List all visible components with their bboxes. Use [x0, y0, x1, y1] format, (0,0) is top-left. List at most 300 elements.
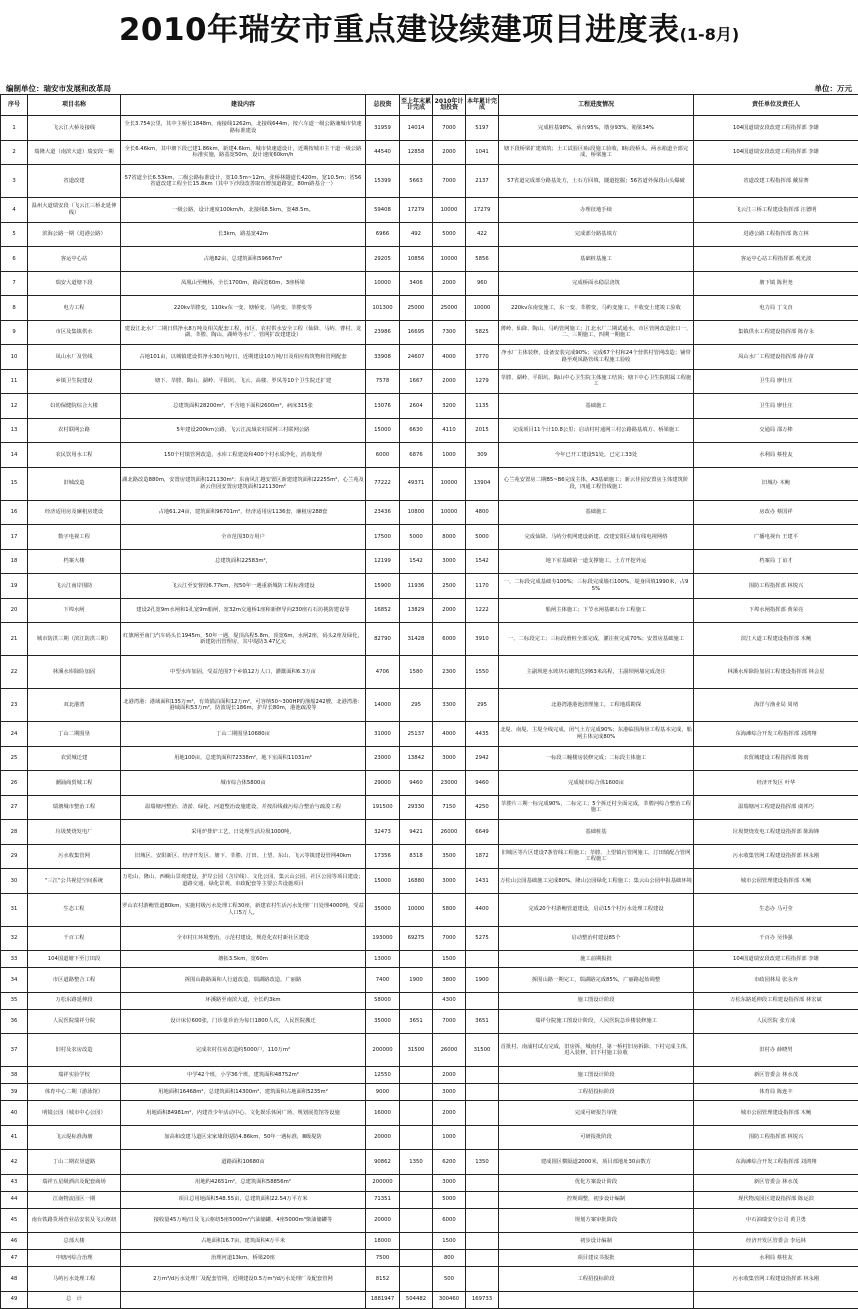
ytd-completed: 5856	[466, 247, 499, 272]
total-investment: 31959	[366, 116, 400, 141]
prior-completed: 1350	[400, 1150, 433, 1175]
construction-content: 中型水库加固，受益范围7个乡镇12万人口，灌溉面积6.3万亩	[121, 656, 366, 689]
progress-status: 首批村、南浦村试点完成，旧房拆，城南村、第一桥村旧房拆除、下村完成主体，进入装修，旧下村施工验收	[499, 1034, 694, 1067]
responsible-party: 凤山水厂工程建设指挥部 薛存苗	[694, 345, 858, 370]
total-investment: 20000	[366, 1125, 400, 1150]
total-investment: 15000	[366, 869, 400, 894]
total-investment: 9000	[366, 1084, 400, 1101]
table-row	[1, 467, 858, 500]
header-ytd-completed: 本年累计完成	[466, 95, 499, 116]
total-investment: 33908	[366, 345, 400, 370]
table-row	[1, 1009, 858, 1034]
row-index: 14	[1, 443, 28, 468]
total-investment: 23986	[366, 320, 400, 345]
table-row	[1, 722, 858, 747]
responsible-party: 农贸城建设工程指挥部 陈雨	[694, 746, 858, 771]
project-name: 千百工程	[28, 926, 121, 951]
row-index: 31	[1, 893, 28, 926]
plan-2010: 4000	[433, 345, 466, 370]
table-row	[1, 1067, 858, 1084]
construction-content: 220kv莘塍变，110kv东一变、塘桥变、马屿变、莘塍变等	[121, 296, 366, 321]
construction-content: 道路面积10680亩	[121, 1150, 366, 1175]
prior-completed: 1900	[400, 968, 433, 993]
table-row	[1, 1174, 858, 1191]
table-body	[1, 116, 858, 1309]
total-investment: 12550	[366, 1067, 400, 1084]
responsible-party: 进港公路工程指挥部 陈立林	[694, 222, 858, 247]
responsible-party: 温瑞塘河工程建设指挥部 虞邦巧	[694, 795, 858, 820]
ytd-completed: 3910	[466, 623, 499, 656]
ytd-completed: 4400	[466, 893, 499, 926]
total-investment: 44540	[366, 140, 400, 165]
total-investment: 7578	[366, 369, 400, 394]
row-index: 17	[1, 525, 28, 550]
construction-content: 2万m³/d污水处理厂及配套管网，近期建设0.5万m³/d污水处理厂及配套管网	[121, 1267, 366, 1292]
project-name: 双北港湾	[28, 689, 121, 722]
total-investment: 7500	[366, 1250, 400, 1267]
progress-status: 船闸主体施工；下节水闸基础石台工程施工	[499, 598, 694, 623]
prior-completed: 69275	[400, 926, 433, 951]
construction-content: 北港湾港：港域面积135万m²，有效锚泊面积12万m²，可容纳50~300HP的渔船242艘，北港湾港：港域面积53万m²，防波堤长186m，护岸长80m，港池疏浚等	[121, 689, 366, 722]
row-index: 11	[1, 369, 28, 394]
row-index: 33	[1, 951, 28, 968]
prior-completed: 10000	[400, 893, 433, 926]
table-row	[1, 820, 858, 845]
title-main: 2010年瑞安市重点建设续建项目进度表	[119, 12, 680, 48]
plan-2010: 4300	[433, 992, 466, 1009]
total-investment: 15399	[366, 165, 400, 198]
project-name: 市区及集镇供水	[28, 320, 121, 345]
responsible-party: 滨江大道工程建设指挥部 木鲍	[694, 623, 858, 656]
plan-2010: 7150	[433, 795, 466, 820]
prior-completed: 492	[400, 222, 433, 247]
progress-status: 塘下段桥梁扩建填筑；土工试验区Ⅰ标段施工验收，Ⅱ标段桥头、两水箱道全部完成，桥梁施工	[499, 140, 694, 165]
prior-completed: 10856	[400, 247, 433, 272]
project-name: 万松东路延伸段	[28, 992, 121, 1009]
project-name: 明镜公园（城市中心公园）	[28, 1101, 121, 1126]
project-name: 省道改建	[28, 165, 121, 198]
ytd-completed: 13904	[466, 467, 499, 500]
table-row	[1, 140, 858, 165]
table-row	[1, 500, 858, 525]
ytd-completed: 17279	[466, 198, 499, 223]
responsible-party: 体育局 陈连丰	[694, 1084, 858, 1101]
table-row	[1, 844, 858, 869]
responsible-party: 旧城办 木鲍	[694, 467, 858, 500]
construction-content: 用地约42651m²，总建筑面积58856m²	[121, 1174, 366, 1191]
row-index: 46	[1, 1233, 28, 1250]
total-investment: 29000	[366, 771, 400, 796]
prior-completed	[400, 951, 433, 968]
plan-2010: 2000	[433, 1101, 466, 1126]
construction-content	[121, 1291, 366, 1308]
table-row	[1, 222, 858, 247]
row-index: 34	[1, 968, 28, 993]
progress-status: 施工图设计阶段	[499, 992, 694, 1009]
total-investment: 16852	[366, 598, 400, 623]
project-name: 丁山二期农垦道路	[28, 1150, 121, 1175]
construction-content: 接收量45万吨/日及飞云枢纽5座5000m²汽油储罐，4座5000m³柴油储罐等	[121, 1208, 366, 1233]
responsible-party: 海洋与渔业局 周靖	[694, 689, 858, 722]
construction-content: 占地面积16.7亩，建筑面积4万平米	[121, 1233, 366, 1250]
project-name: 104国道塘下至汀田段	[28, 951, 121, 968]
header-2010-plan: 2010年计划投资	[433, 95, 466, 116]
construction-content: 57省道全长6.53km，二级公路标准设计，宽10.5m~12m，张桥林隧道长420m，宽10.5m；省56省道改建工程全长15.8km（其中下沙段改善取直增加道路宽，80m路基合一）	[121, 165, 366, 198]
plan-2010: 10000	[433, 198, 466, 223]
progress-status: 拆围山路一期完工，瑞湖路完成85%，广丽路起始调整	[499, 968, 694, 993]
plan-2010: 2500	[433, 574, 466, 599]
project-name: 城市防洪三期（滨江防洪三期）	[28, 623, 121, 656]
row-index: 12	[1, 394, 28, 419]
total-investment: 4706	[366, 656, 400, 689]
construction-content: 中学42个班，小学36个班，建筑面积48752m²	[121, 1067, 366, 1084]
prior-completed: 8318	[400, 844, 433, 869]
plan-2010: 23000	[433, 771, 466, 796]
progress-status: 规划方案审批阶段	[499, 1208, 694, 1233]
project-name: 瑞安大道塘下段	[28, 271, 121, 296]
construction-content: 塘拓3.5km，宽60m	[121, 951, 366, 968]
progress-status: 主副坝迎水坡块石砌筑达到63米高程，主副坝闸墙完成浇注	[499, 656, 694, 689]
responsible-party: 电力局 丁文直	[694, 296, 858, 321]
progress-status: 220kv东南变施工，东一变、莘塍变，马屿变施工，丰收变土建竣工验收	[499, 296, 694, 321]
ytd-completed	[466, 951, 499, 968]
progress-status: 基础施工	[499, 394, 694, 419]
total-investment: 1881947	[366, 1291, 400, 1308]
responsible-party: 广播电视台 王建平	[694, 525, 858, 550]
row-index: 24	[1, 722, 28, 747]
responsible-party: 污水收集管网工程建设指挥部 林永刚	[694, 844, 858, 869]
header-progress: 工程进度情况	[499, 95, 694, 116]
prior-completed: 5000	[400, 525, 433, 550]
construction-content: 旧城区、安阳新区、经济开发区、塘下、莘塍、汀田、上望、东山、飞云等镇建设管网40km	[121, 844, 366, 869]
prior-completed: 9421	[400, 820, 433, 845]
responsible-party: 卫生局 廖仕庄	[694, 369, 858, 394]
total-investment: 77222	[366, 467, 400, 500]
prior-completed: 6876	[400, 443, 433, 468]
total-investment: 17500	[366, 525, 400, 550]
plan-2010: 5000	[433, 222, 466, 247]
progress-table	[0, 94, 858, 1309]
ytd-completed	[466, 1233, 499, 1250]
total-investment: 13000	[366, 951, 400, 968]
responsible-party: 城市公园管理建设指挥部 木鲍	[694, 1101, 858, 1126]
project-name: 潮涌商贸城工程	[28, 771, 121, 796]
total-investment: 8152	[366, 1267, 400, 1292]
construction-content: 凤凰山至鲍桥，全长1700m，路面宽60m，3座桥梁	[121, 271, 366, 296]
ytd-completed: 1550	[466, 656, 499, 689]
construction-content: 治理河道13km，桥梁20座	[121, 1250, 366, 1267]
row-index: 1	[1, 116, 28, 141]
ytd-completed	[466, 1125, 499, 1150]
table-row	[1, 1233, 858, 1250]
table-row	[1, 165, 858, 198]
plan-2010: 3000	[433, 1084, 466, 1101]
prior-completed: 3406	[400, 271, 433, 296]
project-name: 乡镇卫生院建设	[28, 369, 121, 394]
row-index: 29	[1, 844, 28, 869]
progress-status: 建成围区横隔道2000米，项目部地址30亩数方	[499, 1150, 694, 1175]
prior-completed	[400, 1250, 433, 1267]
responsible-party: 中石油瑞安分公司 黄卫勇	[694, 1208, 858, 1233]
total-investment: 59408	[366, 198, 400, 223]
ytd-completed: 6649	[466, 820, 499, 845]
prior-completed: 29330	[400, 795, 433, 820]
row-index: 23	[1, 689, 28, 722]
row-index: 42	[1, 1150, 28, 1175]
prior-completed: 6630	[400, 418, 433, 443]
ytd-completed: 4800	[466, 500, 499, 525]
construction-content: 设计床位600张，门诊量诊治为每日1800人次，人民医院搬迁	[121, 1009, 366, 1034]
row-index: 10	[1, 345, 28, 370]
ytd-completed: 3651	[466, 1009, 499, 1034]
table-row	[1, 795, 858, 820]
row-index: 25	[1, 746, 28, 771]
ytd-completed	[466, 992, 499, 1009]
ytd-completed: 2137	[466, 165, 499, 198]
total-investment: 6000	[366, 443, 400, 468]
construction-content: 占地101亩，以城镇建设供净水30万吨/日，近期建设10万吨/日及相应构筑物和管网配套	[121, 345, 366, 370]
total-investment: 191500	[366, 795, 400, 820]
ytd-completed: 31500	[466, 1034, 499, 1067]
total-investment: 17356	[366, 844, 400, 869]
progress-status: 工程招投标阶段	[499, 1084, 694, 1101]
total-investment: 29205	[366, 247, 400, 272]
table-row	[1, 345, 858, 370]
project-name: 档案大楼	[28, 549, 121, 574]
ytd-completed: 5000	[466, 525, 499, 550]
responsible-party: 104国道瑞安段改建工程指挥部 李雄	[694, 140, 858, 165]
plan-2010: 2000	[433, 598, 466, 623]
prior-completed	[400, 992, 433, 1009]
table-row	[1, 394, 858, 419]
table-row	[1, 296, 858, 321]
progress-status: 基础桩基施工	[499, 247, 694, 272]
prior-completed: 2604	[400, 394, 433, 419]
table-row	[1, 598, 858, 623]
progress-status	[499, 1291, 694, 1308]
progress-status: 完成城市综合体1600亩	[499, 771, 694, 796]
responsible-party: 集镇供水工程建设指挥部 陈存永	[694, 320, 858, 345]
row-index: 32	[1, 926, 28, 951]
total-investment: 32473	[366, 820, 400, 845]
table-row	[1, 271, 858, 296]
project-name: "三江"公共视觉空间系统	[28, 869, 121, 894]
prior-completed: 3651	[400, 1009, 433, 1034]
responsible-party: 生态办 马可莹	[694, 893, 858, 926]
construction-content: 加高和改建马道区宋家埭段堤防4.86km，50年一遇标准，Ⅲ级堤防	[121, 1125, 366, 1150]
progress-status: 基础桩基	[499, 820, 694, 845]
total-investment: 6966	[366, 222, 400, 247]
prior-completed: 12858	[400, 140, 433, 165]
construction-content: 全长6.46km，其中塘下段已建1.86km，新建4.6km，城市快速道设计，近期按城市主干道一级公路标准实施，路基宽50m，设计速度60km/h	[121, 140, 366, 165]
prior-completed	[400, 1233, 433, 1250]
project-name: 客运中心站	[28, 247, 121, 272]
total-investment: 16000	[366, 1101, 400, 1126]
plan-2010: 3000	[433, 1174, 466, 1191]
construction-content: 采用炉排炉工艺，日处理生活垃圾1000吨，	[121, 820, 366, 845]
table-row	[1, 746, 858, 771]
row-index: 6	[1, 247, 28, 272]
progress-status: 完成桥面水稳层浇筑	[499, 271, 694, 296]
responsible-party: 104国道瑞安段改建工程指挥部 李雄	[694, 116, 858, 141]
table-row	[1, 869, 858, 894]
ytd-completed: 10000	[466, 296, 499, 321]
progress-status: 完成可研报告审批	[499, 1101, 694, 1126]
row-index: 9	[1, 320, 28, 345]
project-name: 农民饮用水工程	[28, 443, 121, 468]
progress-status: 一、二标段完工；三标段滑桩全部完成，灌注桩完成70%；安置房基础施工	[499, 623, 694, 656]
table-row	[1, 968, 858, 993]
responsible-party: 卫生局 廖仕庄	[694, 394, 858, 419]
table-row	[1, 247, 858, 272]
ytd-completed: 309	[466, 443, 499, 468]
responsible-party: 万松东路延伸段工程建设指挥部 林宏斌	[694, 992, 858, 1009]
plan-2010: 10000	[433, 467, 466, 500]
table-row	[1, 689, 858, 722]
prior-completed: 10800	[400, 500, 433, 525]
progress-status: 57省道完成部分路基处方，土石方回填，隧道挖掘；56省道外保段山头爆破	[499, 165, 694, 198]
row-index: 8	[1, 296, 28, 321]
row-index: 28	[1, 820, 28, 845]
responsible-party: 档案局 丁谊才	[694, 549, 858, 574]
construction-content: 总建筑面积22583m²，	[121, 549, 366, 574]
total-investment: 23000	[366, 746, 400, 771]
plan-2010: 7000	[433, 926, 466, 951]
prior-completed: 17279	[400, 198, 433, 223]
table-row	[1, 992, 858, 1009]
table-row	[1, 623, 858, 656]
responsible-party: 下埠水闸指挥部 黄荣亮	[694, 598, 858, 623]
row-index: 43	[1, 1174, 28, 1191]
total-investment: 71351	[366, 1191, 400, 1208]
table-row	[1, 198, 858, 223]
project-name: 中塘河综合治理	[28, 1250, 121, 1267]
header-responsible: 责任单位及责任人	[694, 95, 858, 116]
progress-status: 控规调整，初步设计编制	[499, 1191, 694, 1208]
row-index: 35	[1, 992, 28, 1009]
plan-2010: 3000	[433, 746, 466, 771]
project-name: 污水收集管网	[28, 844, 121, 869]
construction-content: 占地82亩，总建筑面积59667m²	[121, 247, 366, 272]
construction-content: 完成农村住房改造约5000户，110万m²	[121, 1034, 366, 1067]
row-index: 26	[1, 771, 28, 796]
project-name: 瑞隆大道（南滨大道）瑞安段一期	[28, 140, 121, 165]
progress-status: 莘塍、湖岭、平阳坑、陶山中心卫生院主体施工结顶；塘下中心卫生院附属工程施工	[499, 369, 694, 394]
construction-content: 全长3.754公里，其中主桥长1848m，南接线1262m，北接线644m，按六车道一级公路兼城市快速路标准建设	[121, 116, 366, 141]
construction-content: 占地61.24亩，建筑面积96701m²，经济适用房1136套，廉租房288套	[121, 500, 366, 525]
progress-status: 北堤、南堤、主堤全线完成，闭气土方完成90%；东港临围海垦工程基本完成，船闸主体完成80%	[499, 722, 694, 747]
prior-completed	[400, 1067, 433, 1084]
plan-2010: 10000	[433, 500, 466, 525]
header-project-name: 项目名称	[28, 95, 121, 116]
ytd-completed: 169733	[466, 1291, 499, 1308]
project-name: 滨海公路一期（进港公路）	[28, 222, 121, 247]
row-index: 39	[1, 1084, 28, 1101]
project-name: 南台铁路货场营业站安装及飞云枢纽	[28, 1208, 121, 1233]
ytd-completed	[466, 1174, 499, 1191]
prior-completed: 13829	[400, 598, 433, 623]
responsible-party: 旧村办 薛晓男	[694, 1034, 858, 1067]
row-index: 27	[1, 795, 28, 820]
row-index: 21	[1, 623, 28, 656]
ytd-completed: 1350	[466, 1150, 499, 1175]
row-index: 16	[1, 500, 28, 525]
total-investment: 200000	[366, 1174, 400, 1191]
construction-content: 项目总用地面积548.55亩，总建筑面积22.54万平方米	[121, 1191, 366, 1208]
title-period: (1-8月)	[680, 25, 740, 44]
project-name: 飞云江大桥及接线	[28, 116, 121, 141]
total-investment: 7400	[366, 968, 400, 993]
project-name: 瑞祥五星级酒店及配套商场	[28, 1174, 121, 1191]
plan-2010: 2000	[433, 369, 466, 394]
construction-content: 一级公路，设计速度100km/h，北接线8.5km，宽48.5m。	[121, 198, 366, 223]
prior-completed: 1667	[400, 369, 433, 394]
ytd-completed: 5825	[466, 320, 499, 345]
prior-completed: 31500	[400, 1034, 433, 1067]
row-index: 4	[1, 198, 28, 223]
construction-content: 全市范围30万用户	[121, 525, 366, 550]
table-row	[1, 1084, 858, 1101]
construction-content: 建设2孔宽9m水闸和1孔宽9m船闸，宽32m交通桥1座和新修导向230座石石坊挑防建设等	[121, 598, 366, 623]
construction-content: 红旗闸至南门汽车码头长1945m，50年一遇，堤顶高程5.8m，顶宽6m，水闸2座，码头2座及绿化，新建防汛管理房，其中堤防3.47亿元	[121, 623, 366, 656]
prior-completed: 504482	[400, 1291, 433, 1308]
prior-completed: 11936	[400, 574, 433, 599]
responsible-party: 现代物流园区建设指挥部 陈运滨	[694, 1191, 858, 1208]
ytd-completed: 1222	[466, 598, 499, 623]
total-investment: 14000	[366, 689, 400, 722]
progress-status: 薄岭、仙降、陶山、马屿管网施工；江北水厂二期试通水，市区管网改造张口一、二、三期施工，四期一期施工	[499, 320, 694, 345]
plan-2010: 6000	[433, 623, 466, 656]
construction-content: 塘下、莘塍、陶山、湖岭、平阳坑、飞云、高楼、罗凤等10个卫生院迁扩建	[121, 369, 366, 394]
plan-2010: 3000	[433, 869, 466, 894]
plan-2010: 500	[433, 1267, 466, 1292]
project-name: 瑞塘城市整治工程	[28, 795, 121, 820]
construction-content: 飞云江至安督段6.77km，按50年一遇重新城防工程标准建设	[121, 574, 366, 599]
progress-status: 万松山公园基础施工完成80%，隆山公园绿化工程施工；集云山公园申报基础环境	[499, 869, 694, 894]
progress-status: 基础施工	[499, 500, 694, 525]
row-index: 40	[1, 1101, 28, 1126]
responsible-party: 经济开发区管委会 李远林	[694, 1233, 858, 1250]
project-name: 飞云堤标准海塘	[28, 1125, 121, 1150]
ytd-completed: 1872	[466, 844, 499, 869]
prior-completed: 1542	[400, 549, 433, 574]
plan-2010: 1000	[433, 1125, 466, 1150]
progress-status: 地下室基础第一道支撑施工，土方开挖外运	[499, 549, 694, 574]
table-row	[1, 443, 858, 468]
prior-completed	[400, 1084, 433, 1101]
prior-completed: 49371	[400, 467, 433, 500]
ytd-completed: 295	[466, 689, 499, 722]
ytd-completed: 960	[466, 271, 499, 296]
plan-2010: 3500	[433, 844, 466, 869]
construction-content: 全市村庄环境整治，示范村建设，规范化农村新社区建设	[121, 926, 366, 951]
prior-completed	[400, 1191, 433, 1208]
plan-2010: 26000	[433, 1034, 466, 1067]
construction-content: 长3km，路基宽42m	[121, 222, 366, 247]
construction-content: 用地面积16468m²，总建筑面积14300m²，建筑面积占地面积5235m²	[121, 1084, 366, 1101]
construction-content: 150个村镇管网改造，水库工程建设和400个村水质净化，消毒处理	[121, 443, 366, 468]
project-name: 体育中心二期（游泳馆）	[28, 1084, 121, 1101]
progress-status: 旧城区等片区建设7条管线工程施工；莘塍、上望镇污管网施工，汀田镇配合管网工程施工	[499, 844, 694, 869]
row-index: 19	[1, 574, 28, 599]
total-investment: 18000	[366, 1233, 400, 1250]
table-row	[1, 926, 858, 951]
project-name: 总部大楼	[28, 1233, 121, 1250]
row-index: 47	[1, 1250, 28, 1267]
progress-status: 工程招投标阶段	[499, 1267, 694, 1292]
plan-2010: 1000	[433, 443, 466, 468]
progress-status: 莘塍片三期一标完成90%，二标完工；5个拆迁村全面完成，莘塍河综合整治工程施工	[499, 795, 694, 820]
